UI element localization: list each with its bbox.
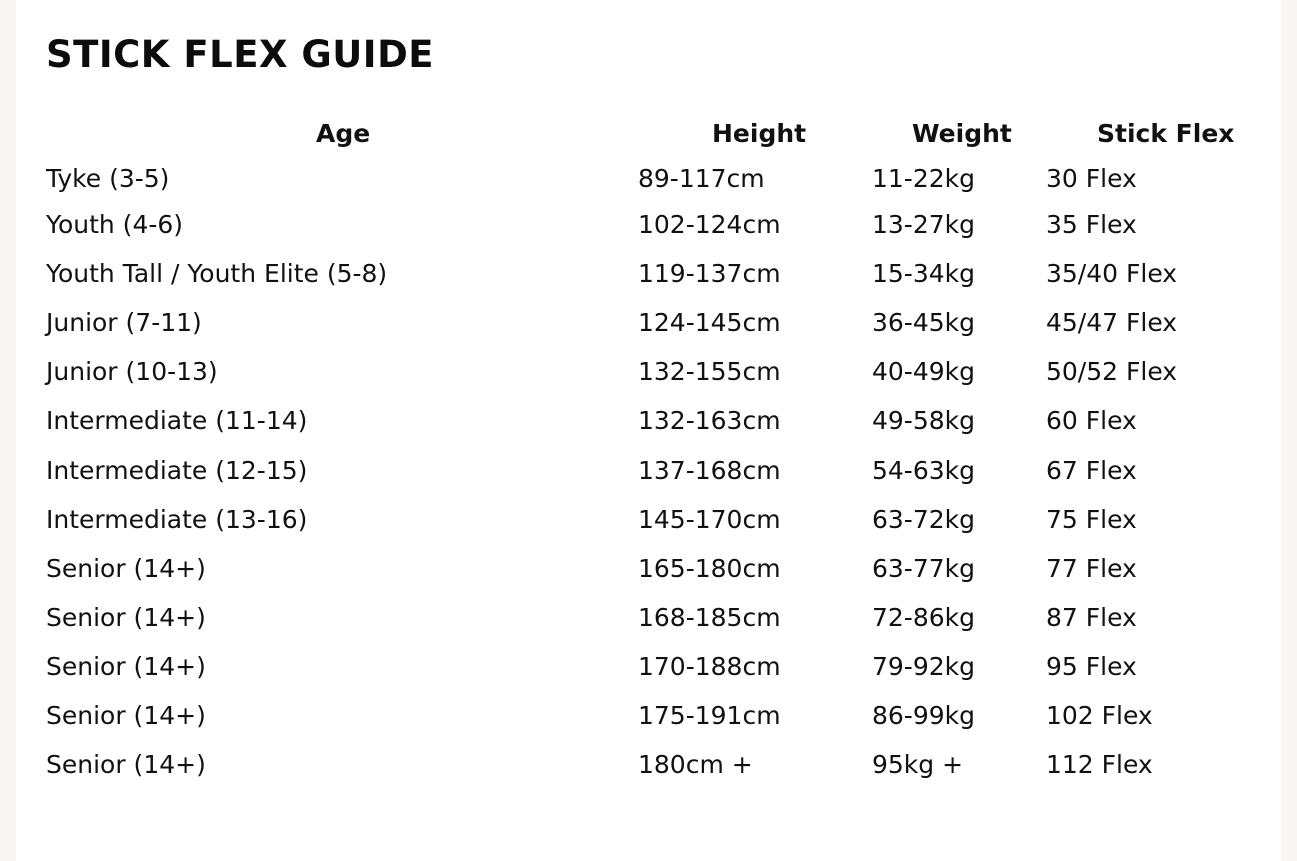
table-row [46,691,1246,740]
cell-age: Intermediate (13-16) [46,504,308,534]
cell-weight: 54-63kg [872,455,975,485]
cell-age: Senior (14+) [46,700,206,730]
cell-height: 132-155cm [638,357,781,387]
cell-stick-flex: 60 Flex [1046,406,1137,436]
cell-stick-flex: 35/40 Flex [1046,259,1178,289]
cell-stick-flex: 87 Flex [1046,602,1137,632]
table-header-row [46,110,1246,157]
column-header-height: Height [712,119,807,148]
table-row [46,249,1246,298]
page-title: STICK FLEX GUIDE [46,33,435,76]
table-row [46,396,1246,445]
cell-weight: 79-92kg [872,651,975,681]
cell-height: 170-188cm [638,651,781,681]
cell-weight: 11-22kg [872,164,975,193]
table-row [46,740,1246,789]
cell-stick-flex: 112 Flex [1046,750,1153,780]
cell-age: Youth Tall / Youth Elite (5-8) [46,259,388,289]
flex-guide-table [46,110,1246,789]
table-row [46,157,1246,200]
cell-height: 180cm + [638,750,753,780]
cell-height: 119-137cm [638,259,781,289]
table-row [46,642,1246,691]
cell-weight: 86-99kg [872,700,975,730]
cell-age: Intermediate (11-14) [46,406,308,436]
cell-height: 132-163cm [638,406,781,436]
column-header-stick-flex: Stick Flex [1097,119,1235,148]
cell-height: 89-117cm [638,164,765,193]
cell-stick-flex: 67 Flex [1046,455,1137,485]
cell-weight: 13-27kg [872,210,975,240]
cell-stick-flex: 95 Flex [1046,651,1137,681]
cell-age: Senior (14+) [46,553,206,583]
cell-age: Senior (14+) [46,651,206,681]
cell-weight: 49-58kg [872,406,975,436]
table-row [46,298,1246,347]
cell-weight: 95kg + [872,750,964,780]
cell-height: 124-145cm [638,308,781,338]
cell-weight: 72-86kg [872,602,975,632]
cell-stick-flex: 50/52 Flex [1046,357,1178,387]
cell-stick-flex: 30 Flex [1046,164,1137,193]
cell-age: Senior (14+) [46,602,206,632]
page-edge-right [1281,0,1297,861]
cell-age: Intermediate (12-15) [46,455,308,485]
table-body [46,157,1246,789]
cell-height: 145-170cm [638,504,781,534]
cell-weight: 63-72kg [872,504,975,534]
cell-stick-flex: 35 Flex [1046,210,1137,240]
cell-height: 175-191cm [638,700,781,730]
cell-weight: 15-34kg [872,259,975,289]
table-row [46,347,1246,396]
table-row [46,495,1246,544]
page-edge-left [0,0,16,861]
cell-stick-flex: 45/47 Flex [1046,308,1178,338]
cell-age: Junior (10-13) [46,357,218,387]
cell-height: 168-185cm [638,602,781,632]
table-row [46,445,1246,494]
cell-age: Senior (14+) [46,750,206,780]
cell-age: Junior (7-11) [46,308,202,338]
table-row [46,593,1246,642]
table-row [46,544,1246,593]
cell-age: Youth (4-6) [46,210,184,240]
cell-weight: 36-45kg [872,308,975,338]
cell-weight: 63-77kg [872,553,975,583]
cell-age: Tyke (3-5) [46,164,170,193]
cell-weight: 40-49kg [872,357,975,387]
table-row [46,200,1246,249]
column-header-weight: Weight [912,119,1012,148]
cell-height: 102-124cm [638,210,781,240]
cell-height: 165-180cm [638,553,781,583]
cell-stick-flex: 75 Flex [1046,504,1137,534]
cell-stick-flex: 102 Flex [1046,700,1153,730]
cell-stick-flex: 77 Flex [1046,553,1137,583]
column-header-age: Age [316,119,371,148]
cell-height: 137-168cm [638,455,781,485]
